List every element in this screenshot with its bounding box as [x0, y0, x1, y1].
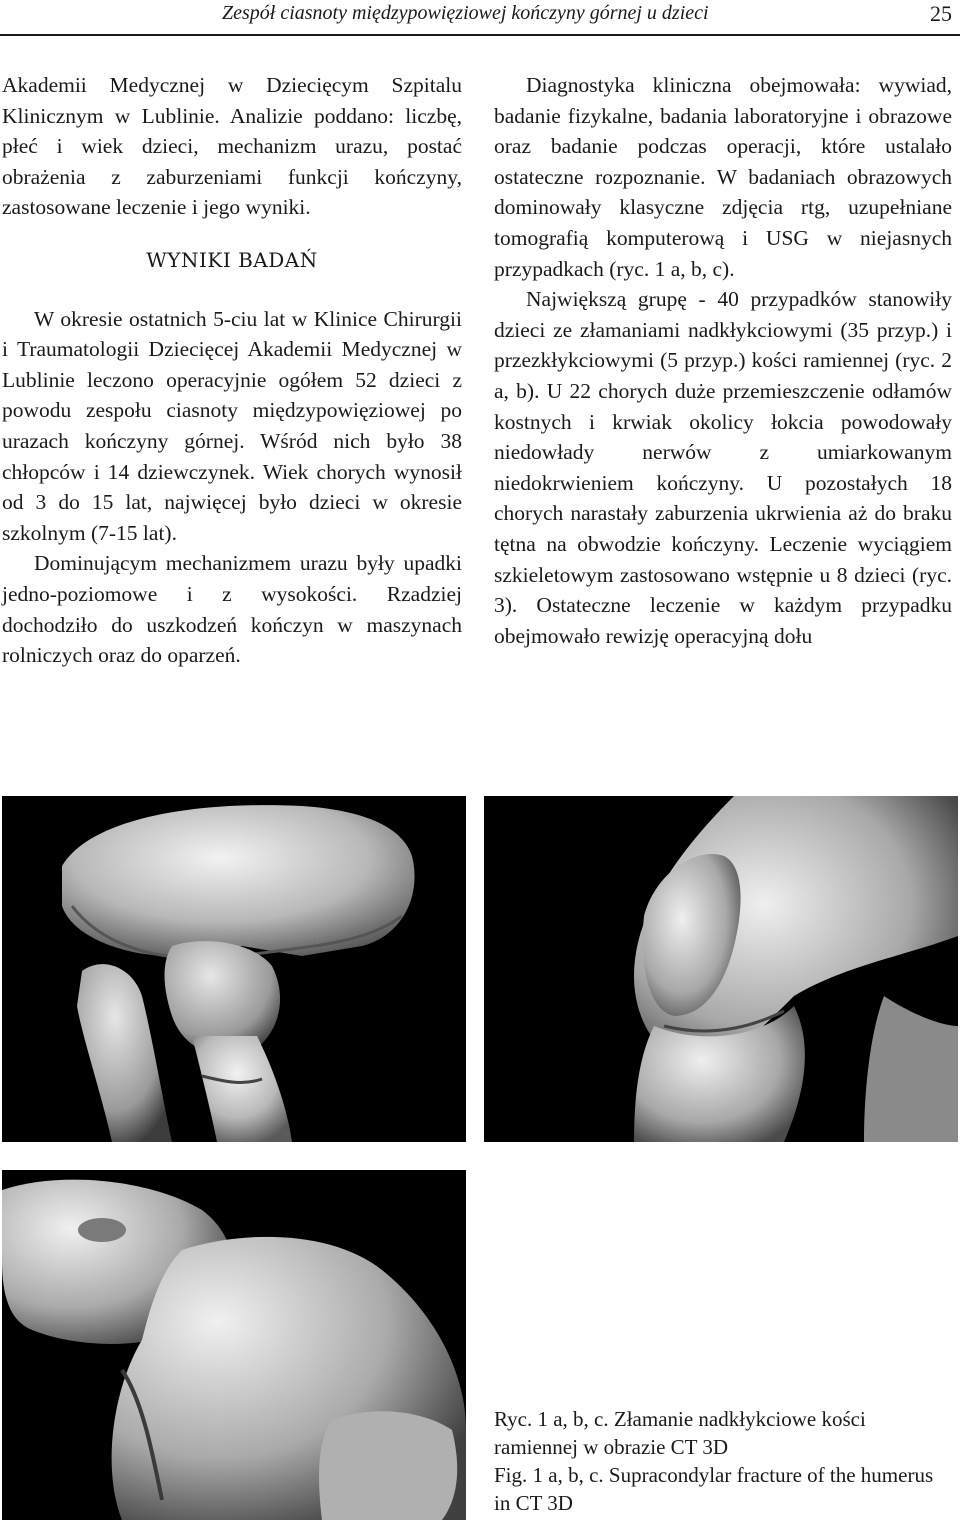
results-paragraph-2: Dominującym mechanizmem urazu były upadki jedno-poziomowe i z wysokości. Rzadziej dochodziło do uszkodzeń kończyn w maszynach rolniczych oraz do oparzeń.: [2, 551, 462, 668]
cases-paragraph: Największą grupę - 40 przypadków stanowiły dzieci ze złamaniami nadkłykciowymi (35 przyp.) i przezkłykciowymi (5 przyp.) kości ramiennej (ryc. 2 a, b). U 22 chorych duże przemieszczenie odłamów kostnych i krwiak okolicy łokcia powodowały niedowłady nerwów z umiarkowanym niedokrwieniem kończyny. U pozostałych 18 chorych narastały zaburzenia ukrwienia aż do braku tętna na obwodzie kończyny. Leczenie wyciągiem szkieletowym zastosowano wstępnie u 8 dzieci (ryc. 3). Ostateczne leczenie w każdym przypadku obejmowało rewizję operacyjną dołu: [494, 287, 952, 648]
header-rule: [0, 34, 960, 36]
results-paragraph-1: W okresie ostatnich 5-ciu lat w Klinice Chirurgii i Traumatologii Dziecięcej Akademii Medycznej w Lublinie leczono operacyjnie ogółem 52 dzieci z powodu zespołu ciasnoty międzypowięziowej po urazach kończyny górnej. Wśród nich było 38 chłopców i 14 dziewczynek. Wiek chorych wynosił od 3 do 15 lat, najwięcej było dzieci w okresie szkolnym (7-15 lat).: [2, 306, 462, 545]
left-column: [2, 70, 462, 671]
figure-caption: [494, 1405, 954, 1517]
figure-1b-ct-image: [484, 796, 958, 1142]
intro-paragraph: Akademii Medycznej w Dziecięcym Szpitalu Klinicznym w Lublinie. Analizie poddano: liczbę, płeć i wiek dzieci, mechanizm urazu, postać obrażenia z zaburzeniami funkcji kończyny, zastosowane leczenie i jego wyniki.: [2, 73, 462, 220]
section-heading: WYNIKI BADAŃ: [146, 247, 318, 272]
caption-polish: Ryc. 1 a, b, c. Złamanie nadkłykciowe kości ramiennej w obrazie CT 3D: [494, 1407, 866, 1459]
diagnostics-paragraph: Diagnostyka kliniczna obejmowała: wywiad, badanie fizykalne, badania laboratoryjne i obrazowe oraz badanie podczas operacji, które ustalało ostateczne rozpoznanie. W badaniach obrazowych dominowały klasyczne zdjęcia rtg, uzupełniane tomografią komputerową i USG w niejasnych przypadkach (ryc. 1 a, b, c).: [494, 73, 952, 281]
caption-english: Fig. 1 a, b, c. Supracondylar fracture of the humerus in CT 3D: [494, 1463, 934, 1515]
figure-1c-ct-image: [2, 1170, 466, 1520]
page-number: 25: [930, 1, 952, 26]
running-title: Zespół ciasnoty międzypowięziowej kończyny górnej u dzieci: [222, 2, 709, 24]
page-header: [0, 0, 960, 40]
right-column: [494, 70, 952, 651]
figure-1a-ct-image: [2, 796, 466, 1142]
